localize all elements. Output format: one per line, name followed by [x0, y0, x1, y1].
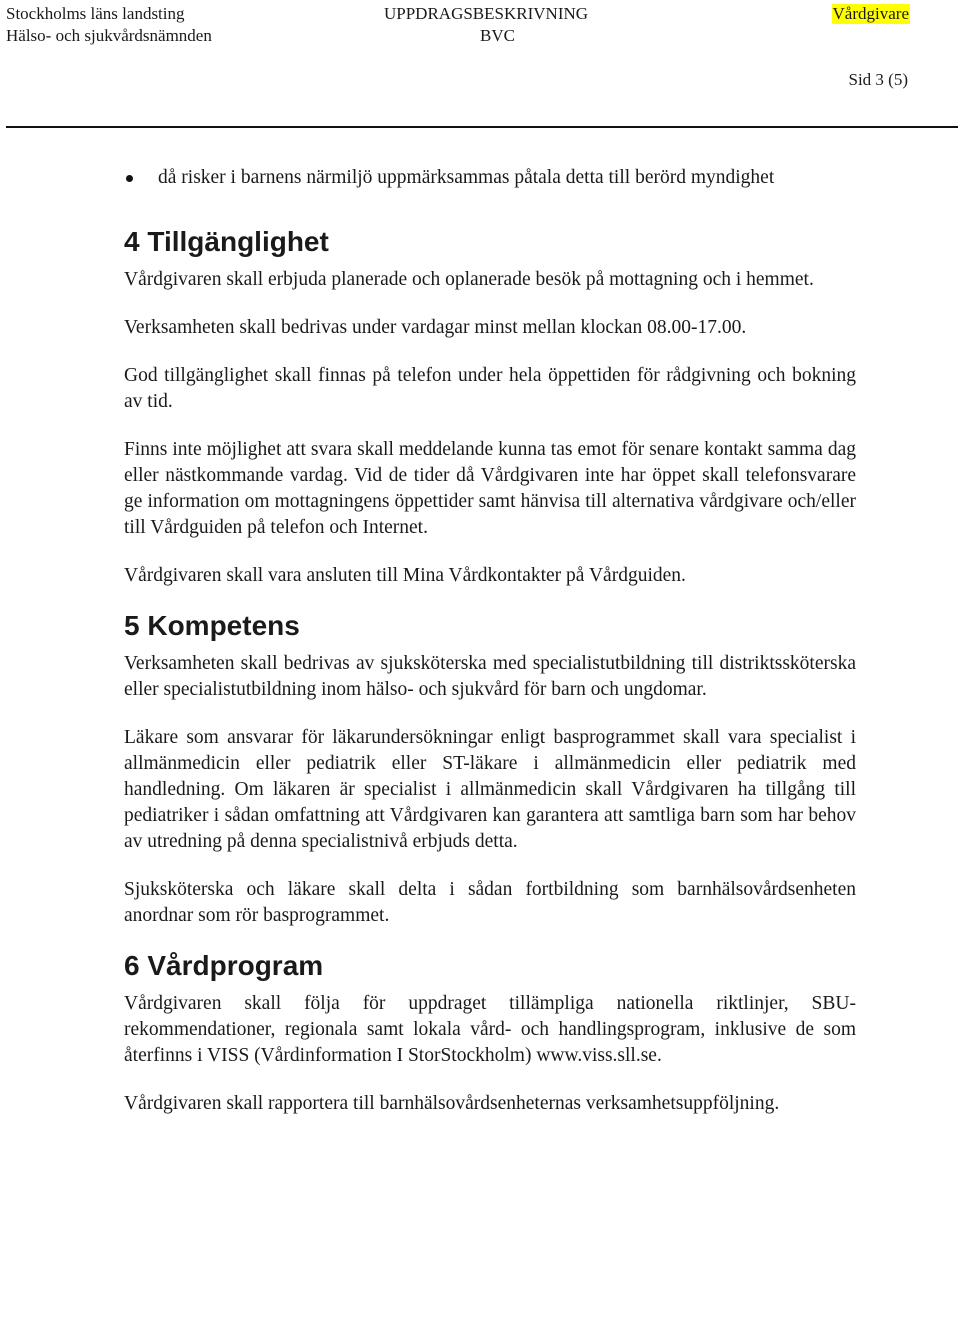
- section-4-paragraph: Finns inte möjlighet att svara skall meddelande kunna tas emot för senare kontakt samma dag eller nästkommande vardag. Vid de tider då Vårdgivaren inte har öppet skall telefonsvarare ge information om mottagningens öppettider samt hänvisa till alternativa vårdgivare och/eller till Vårdguiden på telefon och Internet.: [124, 439, 856, 538]
- header-organization: Stockholms läns landsting: [6, 4, 185, 23]
- section-4-paragraph: Vårdgivaren skall vara ansluten till Mina Vårdkontakter på Vårdguiden.: [124, 565, 686, 586]
- header-document-subject: BVC: [480, 26, 515, 45]
- section-6-paragraph: Vårdgivaren skall följa för uppdraget tillämpliga nationella riktlinjer, SBU-rekommendationer, regionala samt lokala vård- och handlingsprogram, inklusive de som återfinns i VISS (Vårdinformation I StorStockholm) www.viss.sll.se.: [124, 993, 856, 1066]
- bullet-text: då risker i barnens närmiljö uppmärksammas påtala detta till berörd myndighet: [158, 167, 775, 188]
- header-audience-highlight: Vårdgivare: [832, 4, 909, 23]
- section-4-paragraph: Vårdgivaren skall erbjuda planerade och oplanerade besök på mottagning och i hemmet.: [124, 269, 814, 290]
- section-4-paragraph: Verksamheten skall bedrivas under vardagar minst mellan klockan 08.00-17.00.: [124, 317, 747, 338]
- section-5-paragraph: Läkare som ansvarar för läkarundersökningar enligt basprogrammet skall vara specialist i allmänmedicin eller pediatrik eller ST-läkare i allmänmedicin eller pediatrik med handledning. Om läkaren är specialist i allmänmedicin skall Vårdgivaren ha tillgång till pediatriker i sådan omfattning att Vårdgivaren kan garantera att samtliga barn som har behov av utredning på denna specialistnivå erbjuds detta.: [124, 727, 856, 852]
- section-5-paragraph: Sjuksköterska och läkare skall delta i sådan fortbildning som barnhälsovårdsenheten anordnar som rör basprogrammet.: [124, 879, 856, 926]
- header-committee: Hälso- och sjukvårdsnämnden: [6, 26, 212, 45]
- section-4-heading: 4 Tillgänglighet: [124, 226, 329, 257]
- section-5-paragraph: Verksamheten skall bedrivas av sjuksköterska med specialistutbildning till distriktssköterska eller specialistutbildning inom hälso- och sjukvård för barn och ungdomar.: [124, 653, 856, 700]
- bullet-dot-icon: [126, 175, 133, 182]
- document-body: [124, 165, 856, 1117]
- section-6-paragraph: Vårdgivaren skall rapportera till barnhälsovårdsenheternas verksamhetsuppföljning.: [124, 1093, 780, 1114]
- header-divider: [6, 126, 958, 128]
- page-number: Sid 3 (5): [848, 70, 908, 89]
- section-5-heading: 5 Kompetens: [124, 610, 300, 641]
- bullet-item: [124, 165, 856, 191]
- section-6-heading: 6 Vårdprogram: [124, 950, 324, 981]
- header-document-type: UPPDRAGSBESKRIVNING: [384, 4, 589, 23]
- section-4-paragraph: God tillgänglighet skall finnas på telefon under hela öppettiden för rådgivning och bokning av tid.: [124, 365, 856, 412]
